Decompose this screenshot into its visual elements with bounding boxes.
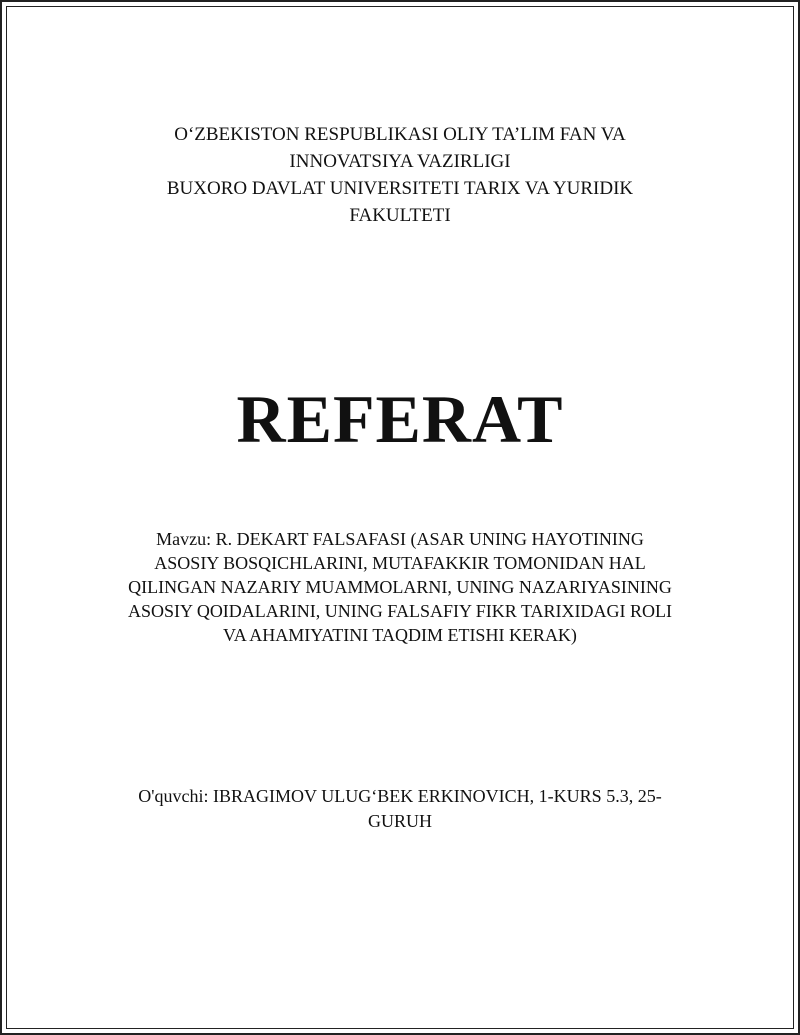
header-line-4: FAKULTETI <box>349 205 451 226</box>
student-info <box>100 784 700 834</box>
header-line-1: O‘ZBEKISTON RESPUBLIKASI OLIY TA’LIM FAN VA <box>174 124 626 145</box>
topic-text <box>100 527 700 647</box>
header-line-2: INNOVATSIYA VAZIRLIGI <box>289 151 511 172</box>
institution-header <box>100 121 700 229</box>
topic-line-1: Mavzu: R. DEKART FALSAFASI (ASAR UNING HAYOTINING <box>156 529 644 549</box>
topic-line-3: QILINGAN NAZARIY MUAMMOLARNI, UNING NAZARIYASINING <box>128 577 672 597</box>
header-line-3: BUXORO DAVLAT UNIVERSITETI TARIX VA YURIDIK <box>166 178 634 199</box>
student-line-1: O'quvchi: IBRAGIMOV ULUG‘BEK ERKINOVICH, 1-KURS 5.3, 25- <box>138 786 662 806</box>
student-line-2: GURUH <box>367 811 432 831</box>
document-title: REFERAT <box>236 381 564 457</box>
topic-line-4: ASOSIY QOIDALARINI, UNING FALSAFIY FIKR TARIXIDAGI ROLI <box>127 601 673 621</box>
topic-line-5: VA AHAMIYATINI TAQDIM ETISHI KERAK) <box>223 625 577 645</box>
topic-line-2: ASOSIY BOSQICHLARINI, MUTAFAKKIR TOMONIDAN HAL <box>154 553 646 573</box>
